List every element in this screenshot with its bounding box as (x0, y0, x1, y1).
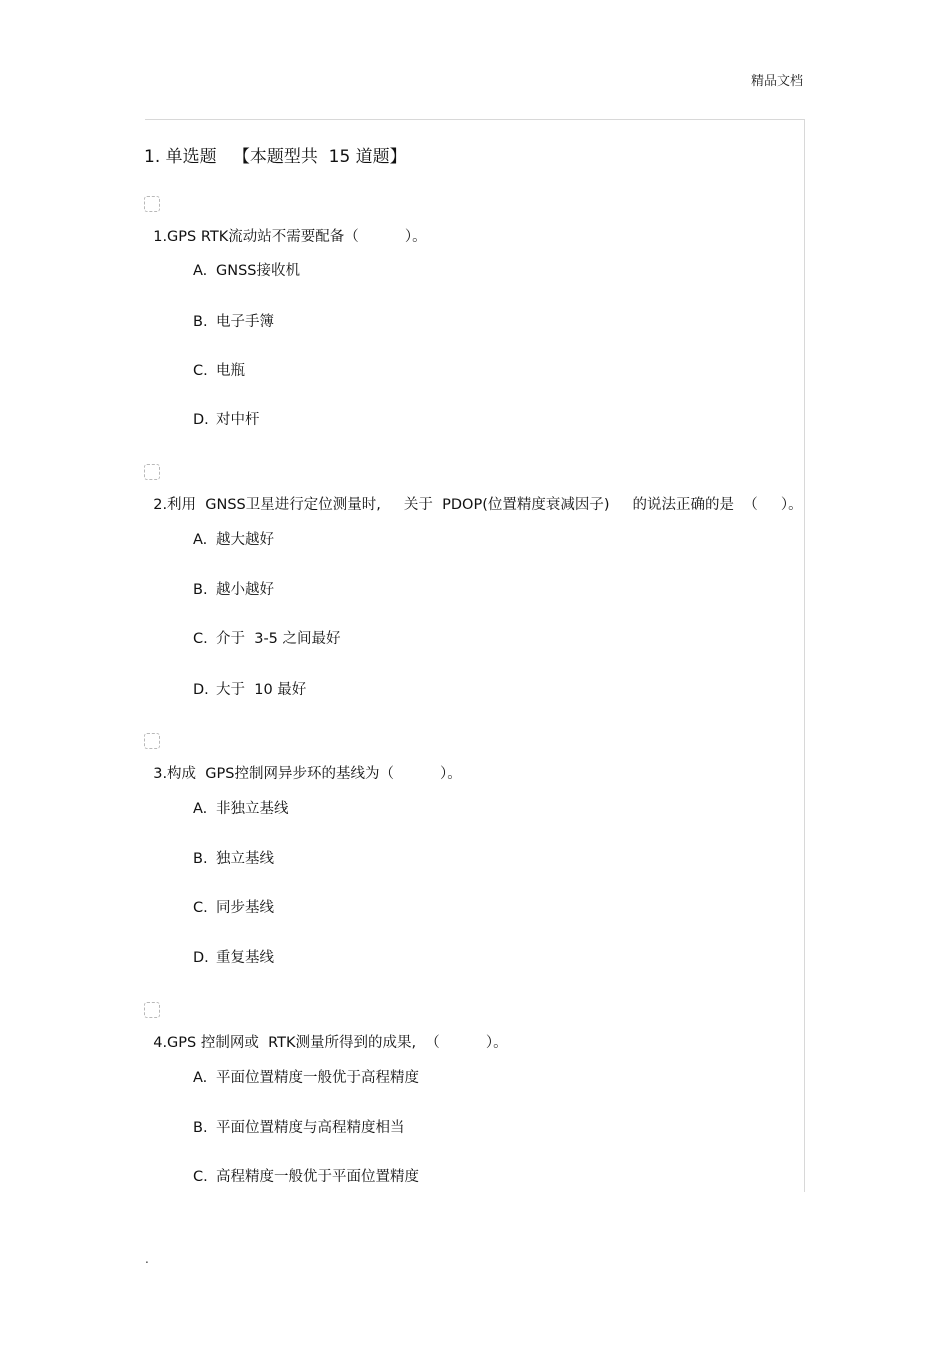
option-text: 电瓶 (216, 363, 245, 379)
question-3 (144, 730, 462, 783)
option-letter: C. (193, 631, 208, 647)
question-1 (144, 193, 427, 246)
question-marker-icon (144, 196, 160, 212)
option-letter: D. (193, 412, 209, 428)
question-marker-icon (144, 464, 160, 480)
option-text: 越大越好 (216, 532, 274, 548)
option-text: 同步基线 (216, 900, 274, 916)
question-4 (144, 999, 508, 1052)
option-text: 非独立基线 (216, 801, 289, 817)
option-text: 对中杆 (216, 412, 260, 428)
option-letter: A. (193, 263, 208, 279)
option-text: 重复基线 (216, 950, 274, 966)
option-4b[interactable] (193, 1116, 405, 1137)
question-marker-icon (144, 1002, 160, 1018)
option-2d[interactable] (193, 678, 306, 699)
option-3b[interactable] (193, 847, 274, 868)
option-letter: B. (193, 582, 208, 598)
option-letter: B. (193, 851, 208, 867)
option-letter: A. (193, 532, 208, 548)
section-title: 1. 单选题 【本题型共 15 道题】 (144, 147, 407, 167)
option-letter: D. (193, 950, 209, 966)
option-1a[interactable] (193, 259, 300, 280)
question-2 (144, 461, 803, 514)
option-2a[interactable] (193, 528, 274, 549)
option-text: 介于 3-5 之间最好 (216, 631, 341, 647)
option-letter: C. (193, 900, 208, 916)
option-3a[interactable] (193, 797, 289, 818)
option-text: 大于 10 最好 (216, 682, 307, 698)
page-header-label: 精品文档 (751, 74, 804, 89)
frame-right-border (804, 119, 805, 1192)
question-text: 2.利用 GNSS卫星进行定位测量时, 关于 PDOP(位置精度衰减因子) 的说法正确的是 （ ）。 (153, 497, 803, 513)
option-letter: D. (193, 682, 209, 698)
option-text: GNSS接收机 (216, 263, 300, 279)
option-letter: A. (193, 801, 208, 817)
option-text: 高程精度一般优于平面位置精度 (216, 1169, 419, 1185)
option-text: 平面位置精度一般优于高程精度 (216, 1070, 419, 1086)
option-text: 平面位置精度与高程精度相当 (216, 1120, 405, 1136)
frame-top-border (145, 119, 805, 120)
question-text: 4.GPS 控制网或 RTK测量所得到的成果, （ ）。 (153, 1035, 508, 1051)
option-3c[interactable] (193, 896, 274, 917)
footer-mark: . (145, 1252, 149, 1266)
option-1b[interactable] (193, 310, 274, 331)
option-text: 越小越好 (216, 582, 274, 598)
option-letter: A. (193, 1070, 208, 1086)
option-letter: B. (193, 314, 208, 330)
option-1c[interactable] (193, 359, 245, 380)
question-text: 1.GPS RTK流动站不需要配备（ ）。 (153, 229, 427, 245)
option-letter: C. (193, 363, 208, 379)
option-2c[interactable] (193, 627, 341, 648)
option-2b[interactable] (193, 578, 274, 599)
question-marker-icon (144, 733, 160, 749)
option-letter: C. (193, 1169, 208, 1185)
option-text: 电子手簿 (216, 314, 274, 330)
option-4c[interactable] (193, 1165, 419, 1186)
option-1d[interactable] (193, 408, 260, 429)
question-text: 3.构成 GPS控制网异步环的基线为（ ）。 (153, 766, 462, 782)
option-3d[interactable] (193, 946, 274, 967)
option-letter: B. (193, 1120, 208, 1136)
option-4a[interactable] (193, 1066, 419, 1087)
option-text: 独立基线 (216, 851, 274, 867)
